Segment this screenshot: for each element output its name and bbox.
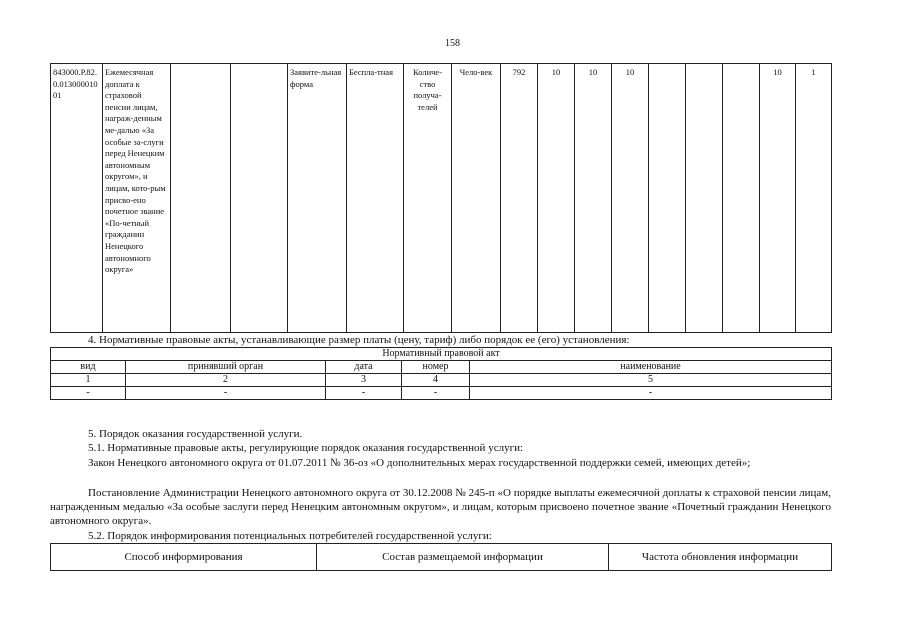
- value-cell: 10: [575, 64, 612, 333]
- okei-code: 792: [501, 64, 538, 333]
- col-number: 5: [470, 374, 832, 387]
- info-col-header: Способ информирования: [51, 544, 317, 571]
- service-payment: Беспла-тная: [347, 64, 404, 333]
- act-value: -: [51, 387, 126, 400]
- act-value: -: [402, 387, 470, 400]
- info-col-header: Состав размещаемой информации: [317, 544, 609, 571]
- section52-heading: 5.2. Порядок информирования потенциальных потребителей государственной услуги:: [88, 530, 492, 542]
- col-header: принявший орган: [126, 361, 326, 374]
- value-cell: 10: [760, 64, 796, 333]
- empty-cell: [231, 64, 288, 333]
- law-2: Постановление Администрации Ненецкого автономного округа от 30.12.2008 № 245-п «О порядке выплаты ежемесячной доплаты к страховой пенсии лицам, награжденным медалью «За особые заслуги перед Ненецким автономным округом», и лицам, которым присвоено почетное звание «Почетный гражданин Ненецкого автономного округа».: [50, 487, 831, 527]
- service-row: [51, 64, 832, 333]
- section4-heading: 4. Нормативные правовые акты, устанавливающие размер платы (цену, тариф) либо порядок ее (его) установления:: [88, 334, 630, 346]
- value-cell: 1: [796, 64, 832, 333]
- indicator-unit: Чело-век: [452, 64, 501, 333]
- page-number: 158: [445, 38, 460, 49]
- service-table: [50, 63, 832, 333]
- act-value: -: [470, 387, 832, 400]
- col-header: наименование: [470, 361, 832, 374]
- act-value: -: [126, 387, 326, 400]
- empty-cell: [649, 64, 686, 333]
- section5-heading: 5. Порядок оказания государственной услуги.: [88, 428, 303, 440]
- info-header-row: [51, 544, 832, 571]
- act-value-row: [51, 387, 832, 400]
- empty-cell: [171, 64, 231, 333]
- act-title-row: [51, 348, 832, 361]
- service-code: 843000.Р.82.0.01300001001: [51, 64, 103, 333]
- col-number: 2: [126, 374, 326, 387]
- service-form: Заявите-льная форма: [288, 64, 347, 333]
- indicator-name: Количе-ство получа-телей: [404, 64, 452, 333]
- tariff-act-table: [50, 347, 832, 400]
- act-number-row: [51, 374, 832, 387]
- col-number: 1: [51, 374, 126, 387]
- act-table-title: Нормативный правовой акт: [51, 348, 832, 361]
- col-number: 3: [326, 374, 402, 387]
- law-1: Закон Ненецкого автономного округа от 01.07.2011 № 36-оз «О дополнительных мерах государственной поддержки семей, имеющих детей»;: [88, 457, 751, 469]
- act-value: -: [326, 387, 402, 400]
- section51-heading: 5.1. Нормативные правовые акты, регулирующие порядок оказания государственной услуги:: [88, 442, 524, 454]
- info-col-header: Частота обновления информации: [609, 544, 832, 571]
- col-header: номер: [402, 361, 470, 374]
- service-name: Ежемесячная доплата к страховой пенсии лицам, награж-денным ме-далью «За особые за-слуги перед Ненецким автономным округом», и лицам, кото-рым присво-ено почетное звание «По-четный гражданин Ненецкого автономного округа»: [103, 64, 171, 333]
- value-cell: 10: [612, 64, 649, 333]
- col-header: дата: [326, 361, 402, 374]
- empty-cell: [723, 64, 760, 333]
- value-cell: 10: [538, 64, 575, 333]
- empty-cell: [686, 64, 723, 333]
- col-header: вид: [51, 361, 126, 374]
- act-header-row: [51, 361, 832, 374]
- info-table: [50, 543, 832, 571]
- col-number: 4: [402, 374, 470, 387]
